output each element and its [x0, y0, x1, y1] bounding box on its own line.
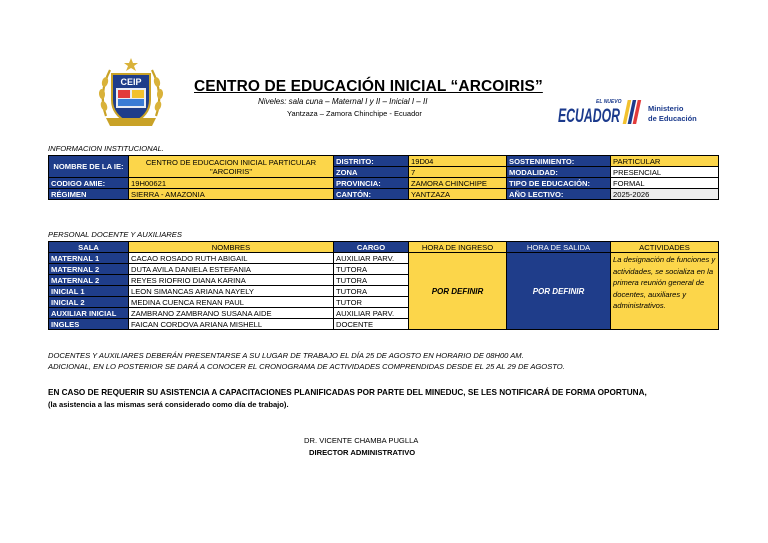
info-label-modality: MODALIDAD: — [507, 167, 611, 178]
staff-role: TUTORA — [334, 264, 409, 275]
location-line: Yantzaza – Zamora Chinchipe - Ecuador — [287, 109, 422, 118]
staff-name: REYES RIOFRIO DIANA KARINA — [129, 275, 334, 286]
training-notice-detail: (la asistencia a las mismas será considerado como día de trabajo). — [48, 400, 289, 409]
table-row — [49, 253, 719, 264]
info-table — [48, 155, 719, 200]
ministry-logo-main-text: ECUADOR — [558, 106, 621, 127]
info-heading: INFORMACION INSTITUCIONAL. — [48, 144, 165, 153]
note-start-date: DOCENTES Y AUXILIARES DEBERÁN PRESENTARSE A SU LUGAR DE TRABAJO EL DÍA 25 DE AGOSTO EN HORARIO DE 08H00 AM. — [48, 351, 524, 360]
staff-room: MATERNAL 1 — [49, 253, 129, 264]
info-label-funding: SOSTENIMIENTO: — [507, 156, 611, 167]
staff-role: TUTOR — [334, 297, 409, 308]
school-logo — [96, 56, 166, 132]
staff-name: ZAMBRANO ZAMBRANO SUSANA AIDE — [129, 308, 334, 319]
info-value-education-type: FORMAL — [611, 178, 719, 189]
staff-name: DUTA AVILA DANIELA ESTEFANIA — [129, 264, 334, 275]
info-label-education-type: TIPO DE EDUCACIÓN: — [507, 178, 611, 189]
staff-room: MATERNAL 2 — [49, 264, 129, 275]
info-value-funding: PARTICULAR — [611, 156, 719, 167]
info-row — [49, 178, 719, 189]
info-label-regime: RÉGIMEN — [49, 189, 129, 200]
info-label-zone: ZONA — [334, 167, 409, 178]
col-header-names: NOMBRES — [129, 242, 334, 253]
levels-subtitle: Niveles: sala cuna – Maternal I y II – Inicial I – II — [258, 97, 428, 106]
info-value-modality: PRESENCIAL — [611, 167, 719, 178]
col-header-role: CARGO — [334, 242, 409, 253]
staff-room: INGLES — [49, 319, 129, 330]
staff-header-row — [49, 242, 719, 253]
staff-name: CACAO ROSADO RUTH ABIGAIL — [129, 253, 334, 264]
staff-room: AUXILIAR INICIAL — [49, 308, 129, 319]
info-label-canton: CANTÓN: — [334, 189, 409, 200]
info-label-district: DISTRITO: — [334, 156, 409, 167]
note-schedule: ADICIONAL, EN LO POSTERIOR SE DARÁ A CONOCER EL CRONOGRAMA DE ACTIVIDADES COMPRENDIDAS DESDE EL 25 AL 29 DE AGOSTO. — [48, 362, 565, 371]
staff-room: INICIAL 2 — [49, 297, 129, 308]
staff-role: DOCENTE — [334, 319, 409, 330]
exit-time: POR DEFINIR — [507, 253, 611, 330]
staff-name: FAICAN CORDOVA ARIANA MISHELL — [129, 319, 334, 330]
info-label-ie-name: NOMBRE DE LA IE: — [49, 156, 129, 178]
staff-room: MATERNAL 2 — [49, 275, 129, 286]
staff-room: INICIAL 1 — [49, 286, 129, 297]
ministry-logo-small-text: EL NUEVO — [596, 99, 622, 105]
info-value-province: ZAMORA CHINCHIPE — [409, 178, 507, 189]
col-header-entry: HORA DE INGRESO — [409, 242, 507, 253]
info-value-zone: 7 — [409, 167, 507, 178]
training-notice: EN CASO DE REQUERIR SU ASISTENCIA A CAPACITACIONES PLANIFICADAS POR PARTE DEL MINEDUC, SE LES NOTIFICARÁ DE FORMA OPORTUNA, — [48, 388, 647, 397]
col-header-exit: HORA DE SALIDA — [507, 242, 611, 253]
col-header-activities: ACTIVIDADES — [611, 242, 719, 253]
school-logo-text: CEIP — [120, 77, 142, 87]
staff-name: MEDINA CUENCA RENAN PAUL — [129, 297, 334, 308]
signer-name: DR. VICENTE CHAMBA PUGLLA — [304, 436, 419, 445]
info-value-ie-name: CENTRO DE EDUCACION INICIAL PARTICULAR "ARCOIRIS" — [129, 156, 334, 178]
staff-role: AUXILIAR PARV. — [334, 253, 409, 264]
info-value-school-year: 2025-2026 — [611, 189, 719, 200]
info-row — [49, 189, 719, 200]
ministry-logo — [556, 94, 706, 130]
info-label-school-year: AÑO LECTIVO: — [507, 189, 611, 200]
info-label-province: PROVINCIA: — [334, 178, 409, 189]
staff-table — [48, 241, 719, 330]
info-row — [49, 156, 719, 167]
ministry-name-line1: Ministerio — [648, 104, 684, 113]
staff-role: TUTORA — [334, 275, 409, 286]
info-value-canton: YANTZAZA — [409, 189, 507, 200]
entry-time: POR DEFINIR — [409, 253, 507, 330]
staff-role: AUXILIAR PARV. — [334, 308, 409, 319]
info-value-amie: 19H00621 — [129, 178, 334, 189]
info-label-amie: CODIGO AMIE: — [49, 178, 129, 189]
staff-role: TUTORA — [334, 286, 409, 297]
page-title: CENTRO DE EDUCACIÓN INICIAL “ARCOIRIS” — [194, 78, 543, 95]
col-header-room: SALA — [49, 242, 129, 253]
staff-name: LEON SIMANCAS ARIANA NAYELY — [129, 286, 334, 297]
staff-heading: PERSONAL DOCENTE Y AUXILIARES — [48, 230, 182, 239]
activities-text: La designación de funciones y actividades, se socializa en la primera reunión general de docentes, auxiliares y administrativos. — [611, 253, 719, 330]
ministry-name-line2: de Educación — [648, 114, 697, 123]
signer-role: DIRECTOR ADMINISTRATIVO — [309, 448, 416, 457]
info-value-district: 19D04 — [409, 156, 507, 167]
info-value-regime: SIERRA - AMAZONIA — [129, 189, 334, 200]
